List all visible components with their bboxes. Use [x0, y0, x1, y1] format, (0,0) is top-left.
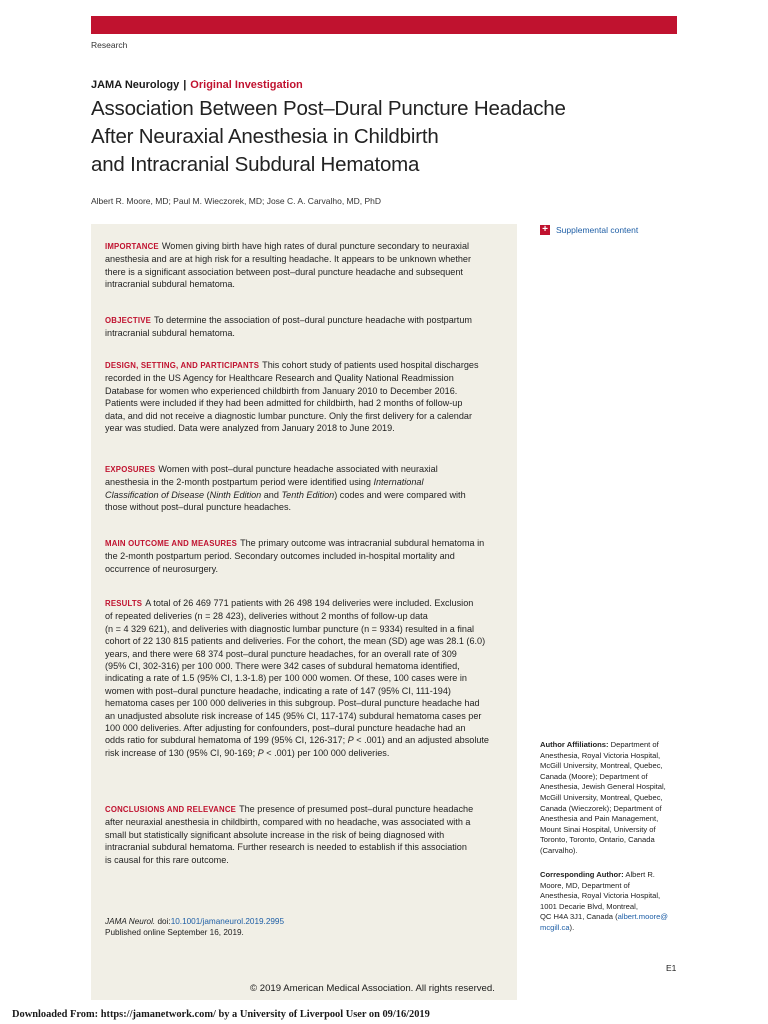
text-line: This cohort study of patients used hospital discharges — [262, 360, 479, 370]
abstract-importance — [105, 240, 507, 291]
text-line: is causal for this rare outcome. — [105, 854, 229, 865]
text-line: Database for women who experienced childbirth from January 2010 to December 2016. — [105, 385, 458, 396]
journal-line — [91, 79, 303, 91]
abstract-objective — [105, 314, 507, 340]
text-line: year was studied. Data were analyzed from January 2018 to June 2019. — [105, 423, 395, 434]
text-line: The primary outcome was intracranial subdural hematoma in — [240, 538, 485, 548]
text-line: Patients were included if they had been admitted for childbirth, had 2 months of follow-up — [105, 398, 463, 409]
abstract-design — [105, 359, 507, 434]
text-line: (n = 4 329 621), and deliveries with diagnostic lumbar puncture (n = 9334) resulted in a final — [105, 623, 475, 634]
corresponding-heading: Corresponding Author: — [540, 870, 624, 879]
author-list: Albert R. Moore, MD; Paul M. Wieczorek, MD; Jose C. A. Carvalho, MD, PhD — [91, 196, 382, 206]
title-line: and Intracranial Subdural Hematoma — [91, 153, 420, 176]
text-line: Canada (Wieczorek); Department of — [540, 803, 662, 813]
download-notice: Downloaded From: https://jamanetwork.com/ by a University of Liverpool User on 09/16/2019 — [12, 1009, 430, 1020]
text-line: Anesthesia, Royal Victoria Hospital, — [540, 750, 661, 760]
plus-icon: + — [540, 225, 550, 235]
doi-link[interactable]: 10.1001/jamaneurol.2019.2995 — [170, 917, 285, 926]
section-heading: EXPOSURES — [105, 465, 156, 474]
text-line: 1001 Decarie Blvd, Montreal, — [540, 901, 638, 911]
section-heading: IMPORTANCE — [105, 242, 159, 251]
supplemental-content-link[interactable] — [540, 225, 638, 235]
doi-prefix: doi: — [157, 917, 171, 926]
text-line: McGill University, Montreal, Quebec, — [540, 792, 663, 802]
text-line: mcgill.ca). — [540, 922, 575, 932]
email-link-continued[interactable]: mcgill.ca — [540, 922, 570, 932]
text-line: of repeated deliveries (n = 28 423), deliveries without 2 months of follow-up data — [105, 611, 428, 622]
text-line: A total of 26 469 771 patients with 26 498 194 deliveries were included. Exclusion — [145, 598, 474, 608]
text-line: Canada (Moore); Department of — [540, 771, 648, 781]
section-heading: RESULTS — [105, 599, 143, 608]
section-heading: DESIGN, SETTING, AND PARTICIPANTS — [105, 361, 260, 370]
text-line: Women with post–dural puncture headache associated with neuraxial — [158, 464, 438, 474]
abstract-exposures — [105, 463, 507, 514]
text-line: data, and did not receive a diagnostic lumbar puncture. Only the first delivery for a calendar — [105, 410, 472, 421]
affiliations-heading: Author Affiliations: — [540, 740, 609, 749]
article-type: Original Investigation — [190, 79, 303, 91]
text-line: Anesthesia, Jewish General Hospital, — [540, 782, 666, 792]
text-line: To determine the association of post–dural puncture headache with postpartum — [154, 315, 472, 325]
text-line: risk increase of 130 (95% CI, 90-169; P < .001) per 100 000 deliveries. — [105, 747, 390, 758]
abstract-conclusions — [105, 803, 507, 866]
text-line: Anesthesia and Pain Management, — [540, 814, 659, 824]
text-line: Classification of Disease (Ninth Edition and Tenth Edition) codes and were compared with — [105, 489, 466, 500]
journal-name: JAMA Neurology — [91, 79, 180, 91]
text-line: women with post–dural puncture headache, indicating a rate of 147 (95% CI, 111-194) — [105, 685, 451, 696]
section-heading: OBJECTIVE — [105, 316, 151, 325]
text-line: intracranial subdural hematoma. — [105, 328, 235, 339]
text-line: occurrence of neurosurgery. — [105, 563, 219, 574]
text-line: anesthesia in the 2-month postpartum period were identified using International — [105, 477, 424, 488]
text-line: McGill University, Montreal, Quebec, — [540, 761, 663, 771]
corresponding-author: Corresponding Author: Albert R. Moore, MD, Department of Anesthesia, Royal Victoria Hospital, 1001 Decarie Blvd, Montreal, QC H4A 3J1, Canada (albert.moore@ mcgill.ca). — [540, 870, 680, 934]
text-line: recorded in the US Agency for Healthcare Research and Quality National Readmission — [105, 373, 454, 384]
citation-journal: JAMA Neurol. — [105, 917, 156, 926]
text-line: years, and there were 68 374 post–dural puncture headaches, for an overall rate of 309 — [105, 648, 457, 659]
text-line: indicating a rate of 1.5 (95% CI, 1.3-1.8) per 100 000 women. Of these, 100 cases were in — [105, 673, 467, 684]
text-line: after neuraxial anesthesia in childbirth, compared with no headache, was associated with a — [105, 817, 471, 828]
text-line: small but statistically significant absolute increase in the risk of being diagnosed with — [105, 829, 445, 840]
abstract-results — [105, 597, 507, 759]
text-line: intracranial subdural hematoma. — [105, 279, 235, 290]
text-line: (Carvalho). — [540, 845, 578, 855]
journal-separator: | — [183, 79, 187, 91]
text-line: Moore, MD, Department of — [540, 880, 630, 890]
email-link[interactable]: albert.moore@ — [617, 912, 669, 922]
header-red-bar — [91, 16, 677, 34]
text-line: (95% CI, 302-316) per 100 000. There were 342 cases of subdural hematoma identified, — [105, 661, 460, 672]
title-line: After Neuraxial Anesthesia in Childbirth — [91, 125, 439, 148]
citation — [105, 916, 284, 938]
text-line: hematoma cases per 100 000 deliveries in this subgroup. Post–dural puncture headache had — [105, 698, 480, 709]
text-line: The presence of presumed post–dural puncture headache — [239, 804, 474, 814]
text-line: QC H4A 3J1, Canada (albert.moore@ — [540, 912, 669, 922]
text-line: Mount Sinai Hospital, University of — [540, 824, 656, 834]
text-line: the 2-month postpartum period. Secondary outcomes included in-hospital mortality and — [105, 551, 455, 562]
section-label: Research — [91, 40, 128, 50]
text-line: an unadjusted absolute risk increase of 145 (95% CI, 117-174) subdural hematoma cases per — [105, 710, 482, 721]
text-line: Women giving birth have high rates of dural puncture secondary to neuraxial — [161, 241, 470, 251]
author-affiliations: Author Affiliations: Department of Anesthesia, Royal Victoria Hospital, McGill University, Montreal, Quebec, Canada (Moore); Department of Anesthesia, Jewish General Hospital, McGill University, Montreal, Quebec, Canada (Wieczorek); Department of Anesthesia and Pain Management, Mount Sinai Hospital, University of Toronto, Toronto, Ontario, Canada (Carvalho). — [540, 740, 680, 857]
page-number: E1 — [666, 963, 677, 973]
published-date: Published online September 16, 2019. — [105, 928, 244, 937]
supplemental-label: Supplemental content — [556, 225, 639, 235]
article-title — [91, 95, 651, 179]
text-line: Toronto, Toronto, Ontario, Canada — [540, 835, 655, 845]
text-line: anesthesia and are at high risk for a resulting headache. It appears to be unknown whether — [105, 254, 472, 265]
abstract-outcome — [105, 537, 507, 575]
text-line: cohort of 22 130 815 patients and deliveries. For the cohort, the mean (SD) age was 28.1 (6.0) — [105, 636, 486, 647]
title-line: Association Between Post–Dural Puncture Headache — [91, 97, 566, 120]
text-line: those without post–dural puncture headaches. — [105, 502, 292, 513]
text-line: there is a significant association between post–dural puncture headache and subsequent — [105, 266, 463, 277]
copyright-notice: © 2019 American Medical Association. All rights reserved. — [250, 983, 495, 994]
text-line: intracranial subdural hematoma. Further research is needed to establish if this association — [105, 842, 467, 853]
text-line: 100 000 deliveries. After adjusting for confounders, post–dural puncture headache had an — [105, 723, 466, 734]
text-line: odds ratio for subdural hematoma of 199 (95% CI, 126-317; P < .001) and an adjusted absolute — [105, 735, 489, 746]
section-heading: MAIN OUTCOME AND MEASURES — [105, 539, 238, 548]
text-line: Anesthesia, Royal Victoria Hospital, — [540, 891, 661, 901]
section-heading: CONCLUSIONS AND RELEVANCE — [105, 805, 237, 814]
abstract-box — [91, 224, 517, 1000]
